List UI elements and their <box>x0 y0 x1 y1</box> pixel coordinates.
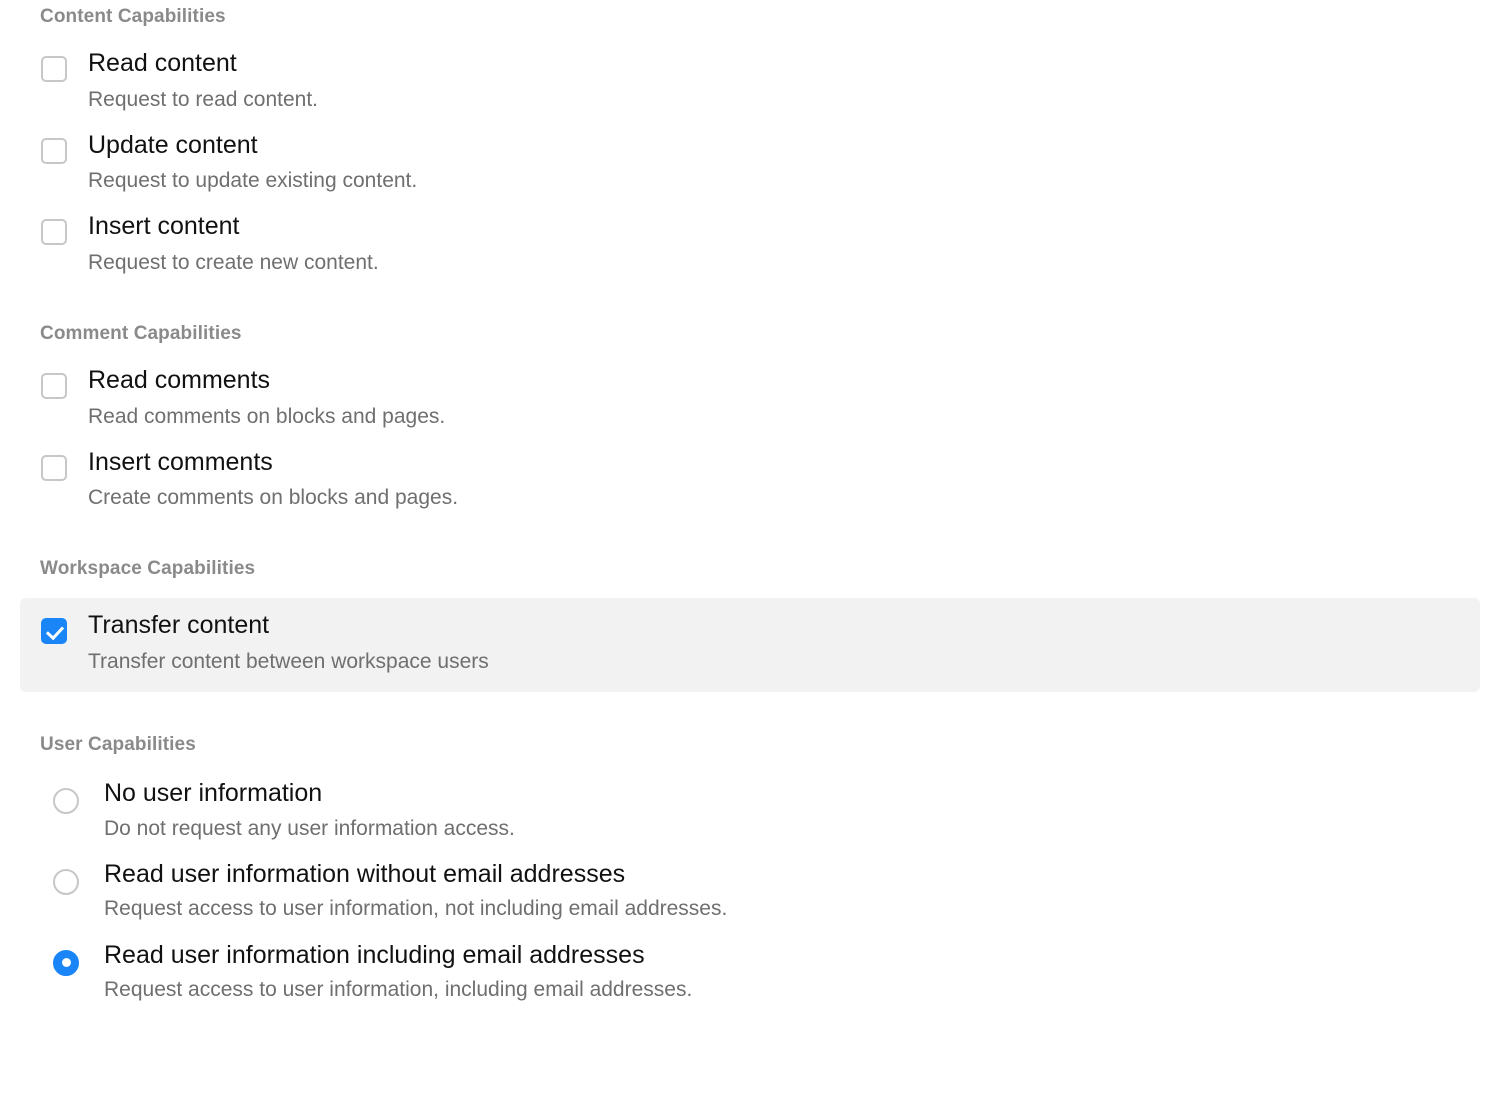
section-comment-capabilities <box>0 323 1492 510</box>
option-texts <box>88 449 458 511</box>
checkbox-insert-content-wrap[interactable] <box>40 213 68 245</box>
radio-icon[interactable] <box>53 869 79 895</box>
option-label: Read content <box>88 49 237 77</box>
radio-no-user-information-wrap[interactable] <box>52 780 80 814</box>
option-label: Update content <box>88 130 258 159</box>
checkbox-icon[interactable] <box>41 373 67 399</box>
option-description: Request access to user information, not including email addresses. <box>104 897 728 921</box>
option-row-read-user-info-without-email[interactable] <box>0 861 1492 922</box>
checkbox-group-workspace <box>0 598 1492 692</box>
option-description: Do not request any user information access. <box>104 816 515 840</box>
section-title: Workspace Capabilities <box>40 558 256 580</box>
checkbox-icon[interactable] <box>41 219 67 245</box>
option-description: Request to read content. <box>88 87 318 111</box>
section-title: Comment Capabilities <box>40 323 242 345</box>
option-row-read-user-info-including-email[interactable] <box>0 942 1492 1003</box>
option-texts <box>88 612 489 674</box>
option-texts <box>88 50 318 112</box>
option-row-transfer-content[interactable] <box>20 598 1480 692</box>
option-description: Request to update existing content. <box>88 169 418 193</box>
option-label: Read user information without email addresses <box>104 859 626 888</box>
option-texts <box>104 780 515 841</box>
radio-read-user-info-without-email-wrap[interactable] <box>52 861 80 895</box>
checkbox-read-content-wrap[interactable] <box>40 50 68 82</box>
checkbox-group-content <box>0 50 1492 275</box>
radio-group-user-capabilities <box>0 780 1492 1002</box>
section-title: User Capabilities <box>40 734 196 756</box>
checkbox-read-comments-wrap[interactable] <box>40 367 68 399</box>
checkbox-icon[interactable] <box>41 455 67 481</box>
option-texts <box>88 132 417 194</box>
option-description: Request to create new content. <box>88 250 379 274</box>
checkbox-transfer-content-wrap[interactable] <box>40 612 68 644</box>
option-label: Read user information including email addresses <box>104 940 645 969</box>
checkbox-checked-icon[interactable] <box>41 618 67 644</box>
option-description: Request access to user information, including email addresses. <box>104 978 693 1001</box>
radio-selected-icon[interactable] <box>53 950 79 976</box>
radio-icon[interactable] <box>53 788 79 814</box>
section-user-capabilities <box>0 734 1492 1002</box>
option-row-read-comments[interactable] <box>0 367 1492 429</box>
checkbox-insert-comments-wrap[interactable] <box>40 449 68 481</box>
option-row-no-user-information[interactable] <box>0 780 1492 841</box>
radio-read-user-info-including-email-wrap[interactable] <box>52 942 80 976</box>
option-texts <box>88 367 445 429</box>
option-label: Transfer content <box>88 611 270 640</box>
section-workspace-capabilities <box>0 558 1492 692</box>
option-row-update-content[interactable] <box>0 132 1492 194</box>
option-description: Create comments on blocks and pages. <box>88 486 459 510</box>
section-title: Content Capabilities <box>40 6 226 27</box>
option-label: Insert content <box>88 212 240 241</box>
option-description: Read comments on blocks and pages. <box>88 404 446 428</box>
option-label: Insert comments <box>88 447 273 476</box>
option-texts <box>104 942 692 1003</box>
option-row-insert-content[interactable] <box>0 213 1492 275</box>
option-texts <box>104 861 727 922</box>
checkbox-icon[interactable] <box>41 138 67 164</box>
option-label: No user information <box>104 779 323 808</box>
option-row-read-content[interactable] <box>0 50 1492 112</box>
checkbox-group-comments <box>0 367 1492 510</box>
option-texts <box>88 213 379 275</box>
option-description: Transfer content between workspace users <box>88 649 489 673</box>
option-label: Read comments <box>88 366 271 395</box>
option-row-insert-comments[interactable] <box>0 449 1492 511</box>
checkbox-icon[interactable] <box>41 56 67 82</box>
section-content-capabilities <box>0 0 1492 275</box>
checkbox-update-content-wrap[interactable] <box>40 132 68 164</box>
